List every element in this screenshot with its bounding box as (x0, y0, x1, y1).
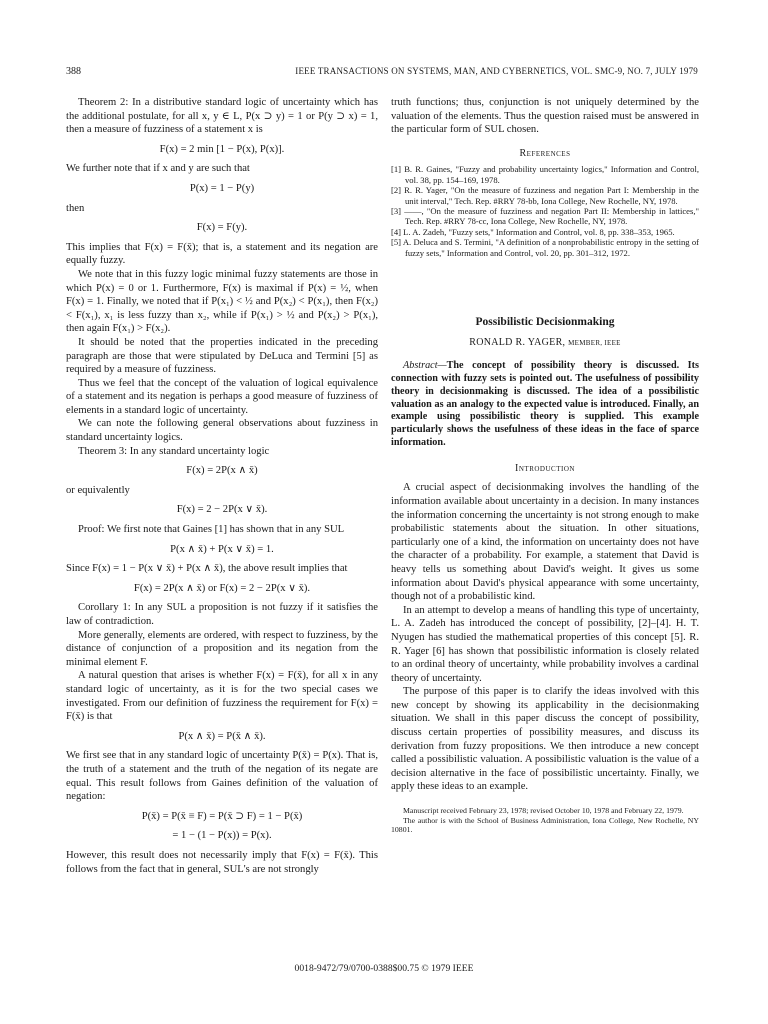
paragraph: A crucial aspect of decisionmaking involves the handling of the information available about uncertainty in a decision. In many instances the information concerning the uncertainty is not strong enough to make probabilistic statements about the situation. In other situations, particularly one of a kind, the information on uncertainty does not have the character of a probability. For example, a statement that David is heavy tells us something about David's weight. It gives us some information about David's physical appearance with some uncertainty, though not of a probabilistic kind. (391, 482, 699, 603)
reference-item: [4] L. A. Zadeh, "Fuzzy sets," Information and Control, vol. 8, pp. 338–353, 1965. (391, 226, 675, 237)
theorem-3: Theorem 3: In any standard uncertainty logic (78, 445, 270, 457)
paragraph: Since F(x) = 1 − P(x ∨ x̄) + P(x ∧ x̄), the above result implies that (66, 563, 348, 575)
equation: = 1 − (1 − P(x)) = P(x). (172, 830, 272, 842)
abstract (391, 360, 699, 450)
author-line (391, 336, 699, 351)
footnote-manuscript: Manuscript received February 23, 1978; revised October 10, 1978 and February 22, 1979. (403, 806, 684, 816)
theorem-2: Theorem 2: In a distributive standard logic of uncertainty which has the additional postulate, for all x, y ∈ L, P(x ⊃ y) = 1 or P(y ⊃ x) = 1, then a measure of fuzziness of a statement x is (66, 97, 378, 136)
author-name: RONALD R. YAGER, (469, 336, 566, 348)
paragraph: The purpose of this paper is to clarify the ideas involved with this new concept by showing its applicability in the decisionmaking situation. We shall in this paper discuss the concept of possibility, discuss certain properties of possibility measures, and discuss its derivation from fuzzy propositions. We then introduce a new concept called a possibilistic valuation. A possibilistic valuation is the value of a decision alternative in the face of possibilistic uncertainty. Finally, we apply these ideas to an example. (391, 686, 699, 793)
reference-item: [2] R. R. Yager, "On the measure of fuzziness and negation Part I: Membership in the unit interval," Tech. Rep. #RRY 78-bb, Iona College, New Rochelle, NY, 1978. (391, 185, 699, 206)
equation: P(x) = 1 − P(y) (189, 182, 255, 194)
introduction-heading: Introduction (515, 462, 575, 474)
paragraph: then (66, 202, 85, 214)
footnote-author: The author is with the School of Business Administration, Iona College, New Rochelle, NY 10801. (391, 815, 699, 835)
corollary-1: Corollary 1: In any SUL a proposition is not fuzzy if it satisfies the law of contradiction. (66, 602, 378, 627)
abstract-text: The concept of possibility theory is discussed. Its connection with fuzzy sets is pointed out. The usefulness of possibility theory in decisionmaking is discussed. The idea of a possibilistic valuation as an analogy to the expected value is introduced. Finally, an example using possibilistic theory is supplied. This example particularly shows the usefulness of these ideas in the face of sparce information. (391, 360, 699, 448)
equation: F(x) = 2P(x ∧ x̄) or F(x) = 2 − 2P(x ∨ x̄). (133, 582, 311, 594)
reference-item: [1] B. R. Gaines, "Fuzzy and probability uncertainty logics," Information and Control, vol. 38, pp. 154–169, 1978. (391, 164, 699, 185)
equation: P(x ∧ x̄) = P(x̄ ∧ x̄). (178, 730, 266, 742)
reference-item: [3] ——, "On the measure of fuzziness and negation Part II: Membership in lattices," Tech. Rep. #RRY 78-cc, Iona College, New Rochelle, NY, 1978. (391, 206, 699, 227)
paragraph: More generally, elements are ordered, with respect to fuzziness, by the distance of conjunction of a proposition and its negation from the minimal element F. (66, 629, 378, 668)
paragraph: A natural question that arises is whether F(x) = F(x̄), for all x in any standard logic of uncertainty, as it is for the two special cases we investigated. From our definition of fuzziness the requirement for F(x) = F(x̄) is that (66, 670, 378, 723)
equation: F(x) = 2P(x ∧ x̄) (186, 465, 258, 477)
right-column (391, 96, 699, 835)
paragraph: Thus we feel that the concept of the valuation of logical equivalence of a statement and its negation is perhaps a good measure of fuzziness of elements in a standard logic of uncertainty. (66, 377, 378, 416)
paragraph: It should be noted that the properties indicated in the preceding paragraph are those that were stipulated by DeLuca and Termini [5] as required by a measure of fuzziness. (66, 336, 378, 376)
reference-item: [5] A. Deluca and S. Termini, "A definition of a nonprobabilistic entropy in the setting of fuzzy sets," Information and Control, vol. 20, pp. 301–312, 1972. (391, 237, 699, 258)
equation: F(x) = 2 − 2P(x ∨ x̄). (176, 504, 268, 516)
paragraph: We can note the following general observations about fuzziness in standard uncertainty logics. (66, 418, 378, 444)
equation: P(x̄) = P(x̄ ≡ F) = P(x̄ ⊃ F) = 1 − P(x̄) (141, 810, 303, 822)
author-membership: MEMBER, IEEE (568, 338, 621, 347)
paragraph: We first see that in any standard logic of uncertainty P(x̄) = P(x). That is, the truth of a statement and the truth of the negation of its negate are equal. This result follows from Gaines definition of the valuation of negation: (66, 750, 378, 803)
paragraph: However, this result does not necessarily imply that F(x) = F(x̄). This follows from the fact that in general, SUL's are not strongly (66, 849, 378, 875)
paragraph: or equivalently (66, 484, 130, 496)
journal-header: IEEE TRANSACTIONS ON SYSTEMS, MAN, AND CYBERNETICS, VOL. SMC-9, NO. 7, JULY 1979 (295, 66, 698, 76)
paragraph: This implies that F(x) = F(x̄); that is, a statement and its negation are equally fuzzy. (66, 241, 378, 267)
abstract-label: Abstract— (403, 360, 447, 372)
equation: P(x ∧ x̄) + P(x ∨ x̄) = 1. (170, 543, 274, 555)
page-number: 388 (66, 66, 81, 77)
references-heading: References (519, 147, 571, 159)
paragraph: We further note that if x and y are such that (66, 163, 250, 175)
equation: F(x) = F(y). (196, 222, 248, 234)
proof: Proof: We first note that Gaines [1] has shown that in any SUL (78, 524, 345, 536)
paragraph: truth functions; thus, conjunction is not uniquely determined by the valuation of the elements. Thus the question raised must be answered in the particular form of SUL chosen. (391, 97, 699, 136)
copyright-line: 0018-9472/79/0700-0388$00.75 © 1979 IEEE (294, 963, 474, 974)
article-title: Possibilistic Decisionmaking (475, 316, 615, 329)
equation: F(x) = 2 min [1 − P(x), P(x)]. (159, 143, 285, 155)
paragraph: We note that in this fuzzy logic minimal fuzzy statements are those in which P(x) = 0 or 1. Furthermore, F(x) is maximal if P(x) = ½, when F(x) = 1. Finally, we noted that if P(x₁) < ½ and P(x₂) < P(x₁), then F(x₂) < F(x₁), x₁ is less fuzzy than x₂, while if P(x₁) > ½ and P(x₂) > P(x₁), then again F(x₁) > F(x₂). (66, 268, 378, 335)
left-column (66, 96, 378, 876)
paragraph: In an attempt to develop a means of handling this type of uncertainty, L. A. Zadeh has introduced the concept of possibility, [2]–[4]. H. T. Nyugen has studied the mathematical properties of this concept [5]. R. R. Yager [6] has shown that possibilistic information is closely related to an ordinal theory of uncertainty, while probability involves a cardinal theory of uncertainty. (391, 604, 699, 684)
